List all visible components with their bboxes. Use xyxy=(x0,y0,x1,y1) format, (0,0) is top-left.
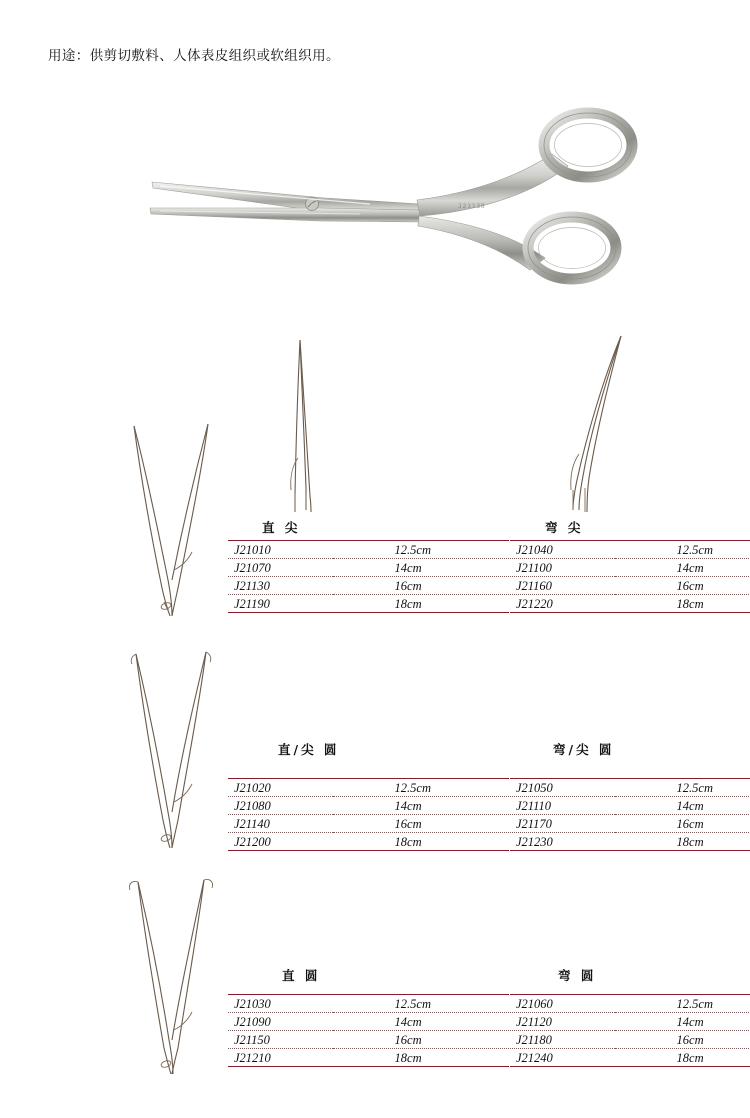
product-code: J21180 xyxy=(510,1031,615,1049)
blade-illustration-straight-blunt xyxy=(110,876,220,1076)
table-row xyxy=(510,559,750,577)
scissors-photo xyxy=(120,100,640,315)
table-row xyxy=(228,779,509,797)
table-row xyxy=(228,833,509,851)
table-row xyxy=(510,1013,750,1031)
product-size: 16cm xyxy=(615,577,750,595)
product-code: J21160 xyxy=(510,577,615,595)
product-code: J21120 xyxy=(510,1013,615,1031)
table-row xyxy=(228,815,509,833)
table-row xyxy=(510,1049,750,1067)
product-size: 14cm xyxy=(333,559,509,577)
product-code: J21060 xyxy=(510,995,615,1013)
product-code: J21050 xyxy=(510,779,615,797)
product-code: J21140 xyxy=(228,815,333,833)
table-row xyxy=(510,541,750,559)
product-size: 12.5cm xyxy=(333,995,509,1013)
product-code: J21150 xyxy=(228,1031,333,1049)
product-size: 16cm xyxy=(333,815,509,833)
product-code: J21070 xyxy=(228,559,333,577)
table-row xyxy=(228,1013,509,1031)
table-row xyxy=(510,833,750,851)
section-sharp-sharp xyxy=(0,330,750,630)
table-body xyxy=(228,541,509,613)
product-size: 16cm xyxy=(615,1031,750,1049)
table-row xyxy=(510,595,750,613)
product-code: J21240 xyxy=(510,1049,615,1067)
table-row xyxy=(510,995,750,1013)
table-row xyxy=(228,797,509,815)
table-row xyxy=(510,1031,750,1049)
product-code: J21100 xyxy=(510,559,615,577)
table-row xyxy=(228,995,509,1013)
spec-table-1-left xyxy=(228,540,509,613)
table-row xyxy=(510,815,750,833)
caption-right-1: 弯 尖 xyxy=(545,520,584,535)
product-code: J21040 xyxy=(510,541,615,559)
blade-illustration-straight-sharp xyxy=(110,420,220,620)
section-sharp-blunt xyxy=(0,640,750,870)
table-row xyxy=(228,541,509,559)
product-size: 16cm xyxy=(333,1031,509,1049)
usage-note: 用途：供剪切敷料、人体表皮组织或软组织用。 xyxy=(48,48,340,64)
table-body xyxy=(510,541,750,613)
product-size: 14cm xyxy=(615,1013,750,1031)
product-code: J21010 xyxy=(228,541,333,559)
spec-table-1-right xyxy=(510,540,750,613)
spec-table-3-left xyxy=(228,994,509,1067)
product-size: 12.5cm xyxy=(333,779,509,797)
product-code: J21090 xyxy=(228,1013,333,1031)
product-size: 12.5cm xyxy=(615,995,750,1013)
product-code: J21220 xyxy=(510,595,615,613)
product-code: J21080 xyxy=(228,797,333,815)
table-row xyxy=(228,577,509,595)
section-blunt-blunt xyxy=(0,870,750,1085)
table-body xyxy=(510,995,750,1067)
caption-left-1: 直 尖 xyxy=(262,520,301,535)
product-code: J21190 xyxy=(228,595,333,613)
table-row xyxy=(510,577,750,595)
table-body xyxy=(510,779,750,851)
product-size: 12.5cm xyxy=(615,541,750,559)
product-size: 18cm xyxy=(333,595,509,613)
caption-left-3: 直 圆 xyxy=(282,968,321,983)
tip-illustration-straight-sharp xyxy=(262,338,372,518)
product-code: J21230 xyxy=(510,833,615,851)
product-size: 12.5cm xyxy=(615,779,750,797)
product-size: 18cm xyxy=(615,595,750,613)
tip-illustration-curved-sharp xyxy=(545,334,655,519)
product-size: 18cm xyxy=(333,1049,509,1067)
product-code: J21020 xyxy=(228,779,333,797)
spec-table-2-left xyxy=(228,778,509,851)
caption-left-2: 直/尖 圆 xyxy=(278,742,340,757)
table-row xyxy=(510,779,750,797)
product-code: J21130 xyxy=(228,577,333,595)
product-size: 18cm xyxy=(333,833,509,851)
product-size: 16cm xyxy=(615,815,750,833)
product-size: 14cm xyxy=(333,797,509,815)
product-code: J21210 xyxy=(228,1049,333,1067)
table-row xyxy=(228,559,509,577)
blade-illustration-straight-sharp-blunt xyxy=(110,650,220,850)
product-size: 18cm xyxy=(615,833,750,851)
product-code: J21030 xyxy=(228,995,333,1013)
table-row xyxy=(510,797,750,815)
product-code: J21170 xyxy=(510,815,615,833)
table-row xyxy=(228,595,509,613)
product-size: 14cm xyxy=(615,797,750,815)
table-row xyxy=(228,1031,509,1049)
product-code: J21110 xyxy=(510,797,615,815)
spec-table-2-right xyxy=(510,778,750,851)
svg-text:J21130: J21130 xyxy=(458,203,486,210)
table-row xyxy=(228,1049,509,1067)
product-size: 14cm xyxy=(615,559,750,577)
product-size: 12.5cm xyxy=(333,541,509,559)
product-size: 18cm xyxy=(615,1049,750,1067)
product-code: J21200 xyxy=(228,833,333,851)
caption-right-2: 弯/尖 圆 xyxy=(553,742,615,757)
caption-right-3: 弯 圆 xyxy=(558,968,597,983)
product-size: 16cm xyxy=(333,577,509,595)
product-size: 14cm xyxy=(333,1013,509,1031)
table-body xyxy=(228,995,509,1067)
table-body xyxy=(228,779,509,851)
spec-table-3-right xyxy=(510,994,750,1067)
